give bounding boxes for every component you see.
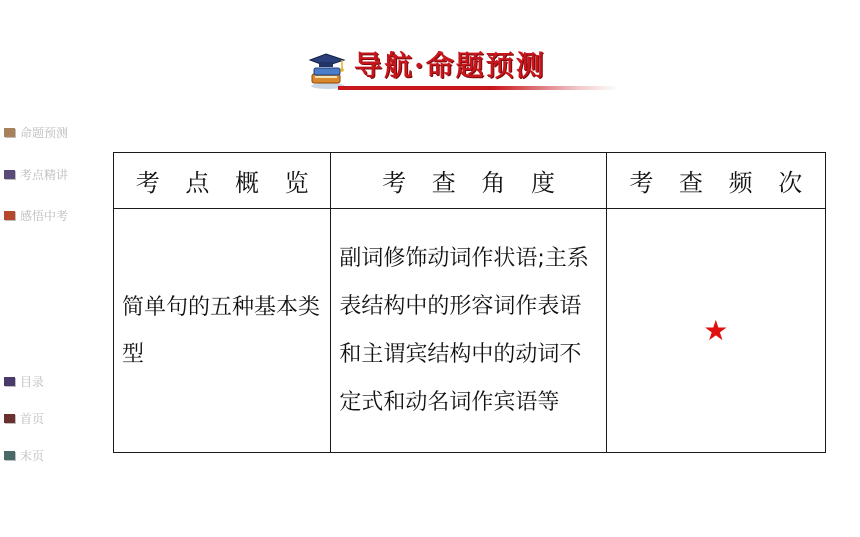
nav-item-home[interactable] (4, 410, 104, 426)
banner-title: 导航·命题预测 (354, 49, 546, 82)
nav-item-label: 考点精讲 (20, 167, 69, 182)
nav-item-label: 首页 (20, 411, 45, 426)
overview-table (113, 152, 826, 453)
nav-item-label: 命题预测 (20, 125, 69, 140)
table-header-row (114, 153, 826, 209)
header-angle: 考 查 角 度 (331, 153, 606, 209)
table-row (114, 209, 826, 453)
graduation-cap-books-icon (308, 50, 352, 90)
header-frequency: 考 查 频 次 (606, 153, 825, 209)
nav-item-key-points[interactable] (4, 166, 104, 182)
banner-underline (338, 86, 618, 90)
nav-item-exam-insight[interactable] (4, 207, 104, 223)
angle-text: 副词修饰动词作状语;主系表结构中的形容词作表语和主谓宾结构中的动词不定式和动名词作宾语等 (339, 245, 589, 415)
nav-item-label: 目录 (20, 374, 45, 389)
square-icon (4, 170, 15, 179)
cell-angle (331, 209, 606, 453)
nav-item-predict[interactable] (4, 124, 104, 140)
header-overview: 考 点 概 览 (114, 153, 331, 209)
square-icon (4, 451, 15, 460)
cell-overview (114, 209, 331, 453)
cell-frequency (606, 209, 825, 453)
square-icon (4, 128, 15, 137)
nav-item-contents[interactable] (4, 373, 104, 389)
square-icon (4, 211, 15, 220)
banner (308, 44, 608, 96)
nav-item-last-page[interactable] (4, 447, 104, 463)
square-icon (4, 414, 15, 423)
nav-item-label: 感悟中考 (20, 208, 69, 223)
overview-text: 简单句的五种基本类型 (122, 294, 321, 367)
star-icon: ★ (703, 314, 729, 347)
square-icon (4, 377, 15, 386)
nav-item-label: 末页 (20, 448, 45, 463)
